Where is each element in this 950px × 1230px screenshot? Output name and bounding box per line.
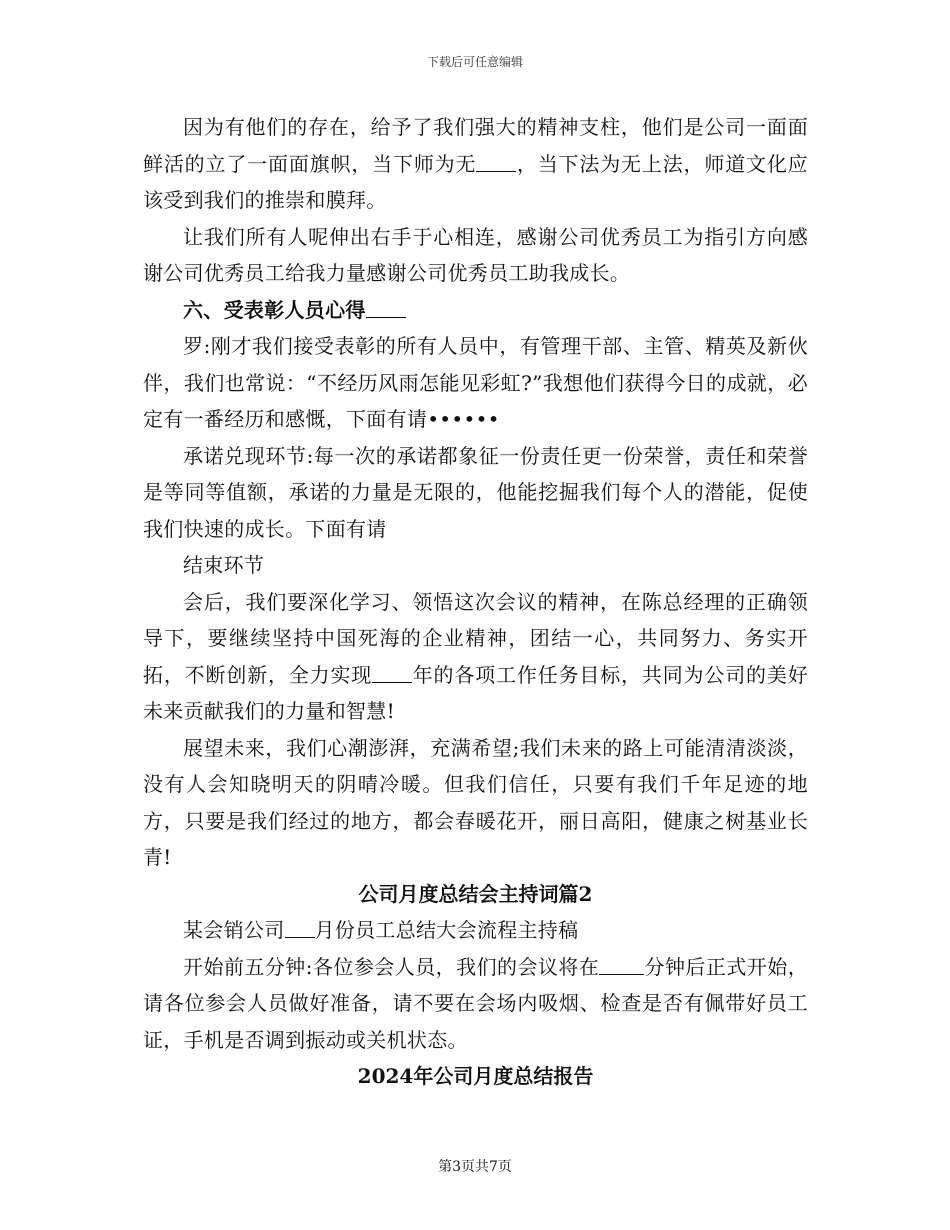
heading-text: 六、受表彰人员心得 [183,297,366,322]
section-title-host-script: 公司月度总结会主持词篇2 [358,881,593,906]
paragraph-luo-speech: 罗:刚才我们接受表彰的所有人员中，有管理干部、主管、精英及新伙伴，我们也常说：“不经历风雨怎能见彩虹?”我想他们获得今日的成就，必定有一番经历和感慨，下面有请•••••• [143,334,808,431]
paragraph-closing-label: 结束环节 [183,553,265,577]
paragraph-spirit-pillar [143,109,808,219]
paragraph-thanks: 让我们所有人呢伸出右手于心相连，感谢公司优秀员工为指引方向感谢公司优秀员工给我力量感谢公司优秀员工助我成长。 [143,224,808,285]
paragraph-after-meeting [143,584,808,730]
paragraph-outlook: 展望未来，我们心潮澎湃，充满希望;我们未来的路上可能清清淡淡，没有人会知晓明天的阴晴冷暖。但我们信任，只要有我们千年足迹的地方，只要是我们经过的地方，都会春暖花开，丽日高阳，健康之树基业长青! [143,735,808,869]
paragraph-text: 月份员工总结大会流程主持稿 [314,918,579,942]
paragraph-text: 年的各项工作任务目标，共同为公司的美好未来贡献我们的力量和智慧! [143,662,808,723]
section-heading-awardees [143,292,808,329]
paragraph-text: 分钟后正式开始，请各位参会人员做好准备，请不要在会场内吸烟、检查是否有佩带好员工证，手机是否调到振动或关机状态。 [143,954,808,1052]
fill-blank [285,917,315,938]
paragraph-text: ，当下法为无上法，师道文化应该受到我们的推崇和膜拜。 [143,151,808,212]
fill-blank [476,151,516,172]
paragraph-text: 开始前五分钟:各位参会人员，我们的会议将在 [183,954,600,979]
fill-blank [599,954,644,975]
paragraph-company-script [143,912,808,949]
page-number-footer: 第3页共7页 [438,1159,512,1175]
fill-blank [366,297,406,318]
section-title-monthly-report: 2024年公司月度总结报告 [357,1064,594,1088]
paragraph-text: 某会销公司 [183,918,285,942]
paragraph-promise: 承诺兑现环节:每一次的承诺都象征一份责任更一份荣誉，责任和荣誉是等同等值额，承诺的力量是无限的，他能挖掘我们每个人的潜能，促使我们快速的成长。下面有请 [143,443,808,541]
document-body [143,109,808,1095]
paragraph-text: 因为有他们的存在，给予了我们强大的精神支柱，他们是公司一面面鲜活的立了一面面旗帜，当下师为无 [143,115,808,176]
paragraph-five-minutes [143,949,808,1059]
page-header-note: 下载后可任意编辑 [426,55,523,69]
fill-blank [372,662,412,683]
paragraph-text: 会后，我们要深化学习、领悟这次会议的精神，在陈总经理的正确领导下，要继续坚持中国死海的企业精神，团结一心，共同努力、务实开拓，不断创新，全力实现 [143,589,808,687]
